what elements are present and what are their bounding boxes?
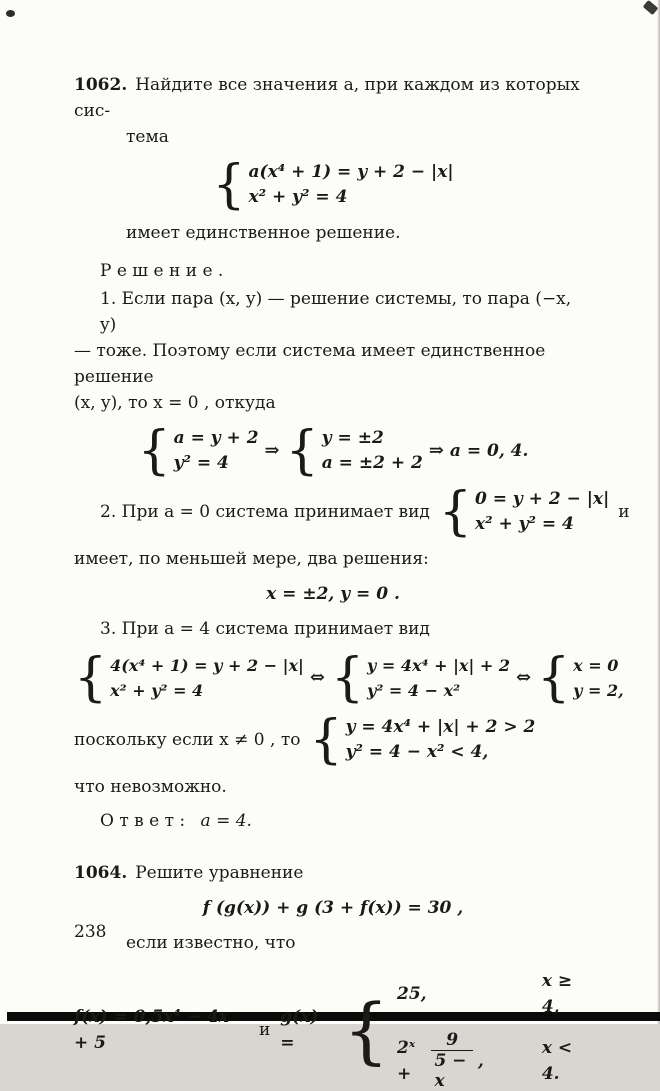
- problem-1064-number: 1064.: [74, 863, 128, 883]
- equation: y² = 4 − x² < 4,: [345, 742, 489, 762]
- statement-line: тема: [126, 127, 169, 147]
- equation: x² + y² = 4: [110, 681, 204, 700]
- solution-step-1: [74, 286, 592, 416]
- page-content: [74, 72, 630, 1091]
- statement-tail: имеет единственное решение.: [126, 223, 401, 243]
- answer-line: [74, 808, 592, 834]
- equation: 4(x⁴ + 1) = y + 2 − |x|: [110, 656, 304, 675]
- equation: a = ±2 + 2: [321, 453, 423, 473]
- curly-brace: {: [74, 648, 108, 708]
- curly-brace: {: [309, 710, 343, 770]
- step3-display: [74, 648, 624, 708]
- implies-arrow-icon: ⇒: [264, 440, 280, 461]
- and-word: и: [258, 1019, 271, 1040]
- f-definition: f(x) = 0,5x⁴ − 4x + 5: [74, 1006, 229, 1053]
- equation-system: [285, 421, 423, 481]
- equation: y = 4x⁴ + |x| + 2 > 2: [345, 717, 536, 737]
- case-condition: x ≥ 4,: [541, 971, 573, 1017]
- definitions-1064: [74, 968, 592, 1091]
- equation-system: [309, 710, 536, 770]
- equation: a(x⁴ + 1) = y + 2 − |x|: [248, 162, 454, 182]
- case-expression: 25,: [397, 984, 427, 1004]
- curly-brace: {: [343, 987, 389, 1072]
- equation-result: a = 0, 4.: [449, 441, 529, 461]
- step3-because: [74, 710, 592, 770]
- statement-text: Решите уравнение: [135, 863, 304, 883]
- problem-1064: [74, 860, 592, 886]
- step2-line: имеет, по меньшей мере, два решения:: [74, 549, 429, 569]
- implies-arrow-icon: ⇒: [428, 440, 444, 461]
- equation-system: [537, 648, 624, 708]
- equation: y² = 4: [173, 453, 229, 473]
- equation-system: [74, 648, 304, 708]
- equation: y = 2,: [573, 681, 624, 700]
- step1-display: [74, 421, 592, 481]
- step3-impossible: что невозможно.: [74, 777, 227, 797]
- equation: y = ±2: [321, 428, 384, 448]
- statement-line: [74, 860, 592, 886]
- equation-system: [212, 155, 454, 215]
- step1-line: 1. Если пара (x, y) — решение системы, то пара (−x, y): [100, 289, 572, 335]
- step1-line: — тоже. Поэтому если система имеет единственное решение: [74, 341, 546, 387]
- step2-text: и: [618, 502, 630, 522]
- equation: y² = 4 − x²: [367, 681, 461, 700]
- problem-1062-number: 1062.: [74, 75, 128, 95]
- fraction: [431, 1030, 472, 1091]
- solution-step-2: [74, 482, 630, 542]
- step3-heading: 3. При a = 4 система принимает вид: [100, 619, 430, 639]
- equation: x² + y² = 4: [474, 514, 574, 534]
- curly-brace: {: [537, 648, 571, 708]
- equation: x² + y² = 4: [248, 187, 348, 207]
- system-1062: [74, 155, 592, 215]
- g-definition-lhs: g(x) =: [280, 1006, 319, 1053]
- page-number: 238: [74, 922, 107, 942]
- step1-line: (x, y), то x = 0 , откуда: [74, 393, 276, 413]
- equation: a = y + 2: [173, 428, 259, 448]
- equation: y = 4x⁴ + |x| + 2: [367, 656, 510, 675]
- equation-system: [438, 482, 610, 542]
- step2-display: x = ±2, y = 0 .: [266, 584, 400, 604]
- case-expression: 2ˣ + $\frac{9}{5 - x}$ ,: [397, 1030, 484, 1091]
- equation: x = 0: [573, 656, 619, 675]
- statement-text: Найдите все значения a, при каждом из которых сис-: [74, 75, 580, 121]
- answer-value: a = 4.: [200, 811, 252, 831]
- equation-system: [330, 648, 510, 708]
- scan-artifact-corner: [643, 0, 659, 15]
- curly-brace: {: [212, 155, 246, 215]
- piecewise-cases: [343, 968, 592, 1091]
- because-text: поскольку если x ≠ 0 , то: [74, 730, 301, 750]
- fraction-numerator: 9: [446, 1030, 459, 1050]
- equation-system: [137, 421, 259, 481]
- problem-1062: [74, 72, 592, 150]
- curly-brace: {: [285, 421, 319, 481]
- answer-label: О т в е т :: [100, 811, 186, 831]
- curly-brace: {: [330, 648, 365, 708]
- curly-brace: {: [137, 421, 171, 481]
- equation: 0 = y + 2 − |x|: [474, 489, 610, 509]
- case-condition: x < 4.: [541, 1037, 573, 1084]
- scan-artifact-speck: [6, 10, 15, 17]
- fraction-denominator: 5 − x: [431, 1050, 472, 1091]
- curly-brace: {: [438, 482, 472, 542]
- iff-arrow-icon: ⇔: [309, 667, 325, 688]
- step2-text: 2. При a = 0 система принимает вид: [100, 502, 430, 522]
- iff-arrow-icon: ⇔: [515, 667, 532, 688]
- statement-line: [74, 72, 592, 124]
- solution-heading: Р е ш е н и е .: [100, 261, 224, 281]
- equation-1064: f (g(x)) + g (3 + f(x)) = 30 ,: [202, 898, 464, 918]
- condition-intro: если известно, что: [126, 933, 296, 953]
